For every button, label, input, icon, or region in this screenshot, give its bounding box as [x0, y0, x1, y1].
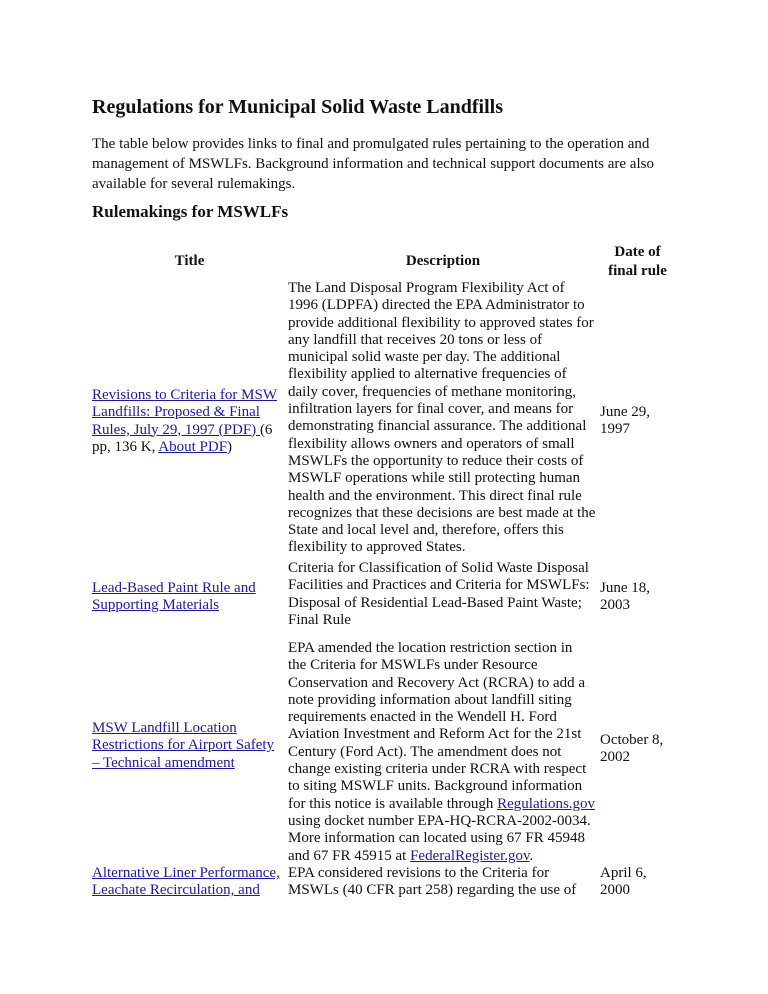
row-2-description — [288, 560, 598, 629]
desc-line: MSWLFs the opportunity to reduce their costs of — [288, 452, 584, 469]
alternative-liner-link[interactable] — [92, 865, 287, 900]
desc-line: EPA amended the location restriction section in — [288, 640, 573, 656]
row-3-date — [600, 732, 675, 767]
desc-line: 1996 (LDPFA) directed the EPA Administrator to — [288, 297, 585, 314]
row-2-date — [600, 580, 675, 615]
desc-line: and 67 FR 45915 at — [288, 847, 411, 864]
page-title: Regulations for Municipal Solid Waste Landfills — [92, 96, 504, 118]
row-3-title — [92, 720, 287, 772]
header-title: Title — [174, 253, 205, 269]
link-line[interactable]: Lead-Based Paint Rule and — [92, 580, 256, 596]
desc-line: Disposal of Residential Lead-Based Paint Waste; — [288, 594, 582, 611]
desc-line: the Criteria for MSWLFs under Resource — [288, 657, 538, 674]
date-line: 1997 — [600, 421, 630, 438]
link-line[interactable]: MSW Landfill Location — [92, 720, 237, 736]
desc-line: change existing criteria under RCRA with respect — [288, 761, 587, 778]
link-line[interactable]: Supporting Materials — [92, 597, 220, 614]
desc-line: using docket number EPA-HQ-RCRA-2002-0034. — [288, 812, 591, 829]
date-line: 2003 — [600, 597, 630, 614]
date-line: June 18, — [600, 580, 650, 596]
section-heading: Rulemakings for MSWLFs — [92, 202, 289, 221]
desc-line: recognizes that these decisions are best made at the — [288, 504, 596, 521]
row-3-description — [288, 640, 598, 865]
intro-line: available for several rulemakings. — [92, 176, 296, 192]
regulations-gov-link[interactable]: Regulations.gov — [497, 795, 596, 812]
link-line[interactable]: Alternative Liner Performance, — [92, 865, 280, 881]
desc-line: requirements enacted in the Wendell H. Ford — [288, 709, 557, 726]
desc-line: Criteria for Classification of Solid Waste Disposal — [288, 560, 589, 576]
desc-line: demonstrating financial assurance. The additional — [288, 418, 587, 435]
paren: ) — [227, 438, 233, 455]
date-line: 2002 — [600, 749, 630, 766]
intro-line: The table below provides links to final and promulgated rules pertaining to the operation and — [92, 136, 650, 152]
desc-line: health and the environment. This direct final rule — [288, 487, 582, 504]
header-date-line: final rule — [608, 263, 667, 279]
revisions-criteria-pdf-link[interactable]: Rules, July 29, 1997 (PDF) — [92, 421, 260, 438]
desc-line: to siting MSWLF units. Background information — [288, 778, 583, 795]
intro-paragraph — [92, 134, 692, 194]
desc-line: MSWLs (40 CFR part 258) regarding the use of — [288, 882, 577, 899]
desc-line: More information can located using 67 FR 45948 — [288, 830, 586, 847]
airport-safety-link[interactable] — [92, 720, 287, 772]
row-4-date — [600, 865, 675, 900]
about-pdf-link[interactable]: About PDF — [158, 438, 228, 455]
desc-line: Conservation and Recovery Act (RCRA) to add a — [288, 674, 586, 691]
desc-line: municipal solid waste per day. The additional — [288, 349, 561, 366]
date-line: October 8, — [600, 732, 664, 748]
header-description: Description — [405, 253, 481, 269]
row-1-description — [288, 280, 598, 557]
desc-line: note providing information about landfill siting — [288, 691, 572, 708]
intro-line: management of MSWLFs. Background information and technical support documents are also — [92, 156, 654, 172]
desc-line: The Land Disposal Program Flexibility Act of — [288, 280, 565, 296]
desc-line: State and local level and, therefore, offers this — [288, 522, 564, 539]
desc-line: Aviation Investment and Reform Act for the 21st — [288, 726, 582, 743]
header-date — [600, 243, 675, 281]
desc-line: for this notice is available through — [288, 795, 498, 812]
row-1-date — [600, 404, 675, 439]
desc-line: provide additional flexibility to approved states for — [288, 314, 594, 331]
desc-line: MSWLF operations while still protecting human — [288, 470, 581, 487]
file-info: pp, 136 K, — [92, 438, 159, 455]
desc-line: Final Rule — [288, 611, 351, 628]
link-line[interactable]: Leachate Recirculation, and — [92, 882, 260, 899]
date-line: 2000 — [600, 882, 630, 899]
desc-line: EPA considered revisions to the Criteria for — [288, 865, 550, 881]
federalregister-gov-link[interactable]: FederalRegister.gov — [410, 847, 530, 864]
desc-line: flexibility applied to alternative frequencies of — [288, 366, 567, 383]
link-line[interactable]: – Technical amendment — [92, 754, 235, 771]
date-line: June 29, — [600, 404, 650, 420]
link-line[interactable]: Landfills: Proposed & Final — [92, 404, 260, 421]
file-info: (6 — [259, 421, 273, 438]
desc-line: infiltration layers for final cover, and means for — [288, 401, 574, 418]
date-line: April 6, — [600, 865, 647, 881]
row-2-title — [92, 580, 287, 615]
header-date-line: Date of — [614, 244, 661, 260]
desc-line: any landfill that receives 20 tons or less of — [288, 331, 543, 348]
desc-line: Facilities and Practices and Criteria for MSWLFs: — [288, 577, 590, 594]
row-4-title — [92, 865, 287, 900]
lead-based-paint-link[interactable] — [92, 580, 287, 615]
link-line[interactable]: Revisions to Criteria for MSW — [92, 387, 277, 403]
desc-line: flexibility allows owners and operators of small — [288, 435, 575, 452]
desc-line: daily cover, frequencies of methane monitoring, — [288, 383, 577, 400]
row-1-title — [92, 387, 287, 456]
desc-line: flexibility to approved States. — [288, 539, 466, 556]
desc-line: Century (Ford Act). The amendment does not — [288, 743, 562, 760]
row-4-description — [288, 865, 598, 900]
revisions-criteria-link[interactable] — [92, 387, 287, 422]
period: . — [529, 847, 534, 864]
link-line[interactable]: Restrictions for Airport Safety — [92, 737, 275, 754]
